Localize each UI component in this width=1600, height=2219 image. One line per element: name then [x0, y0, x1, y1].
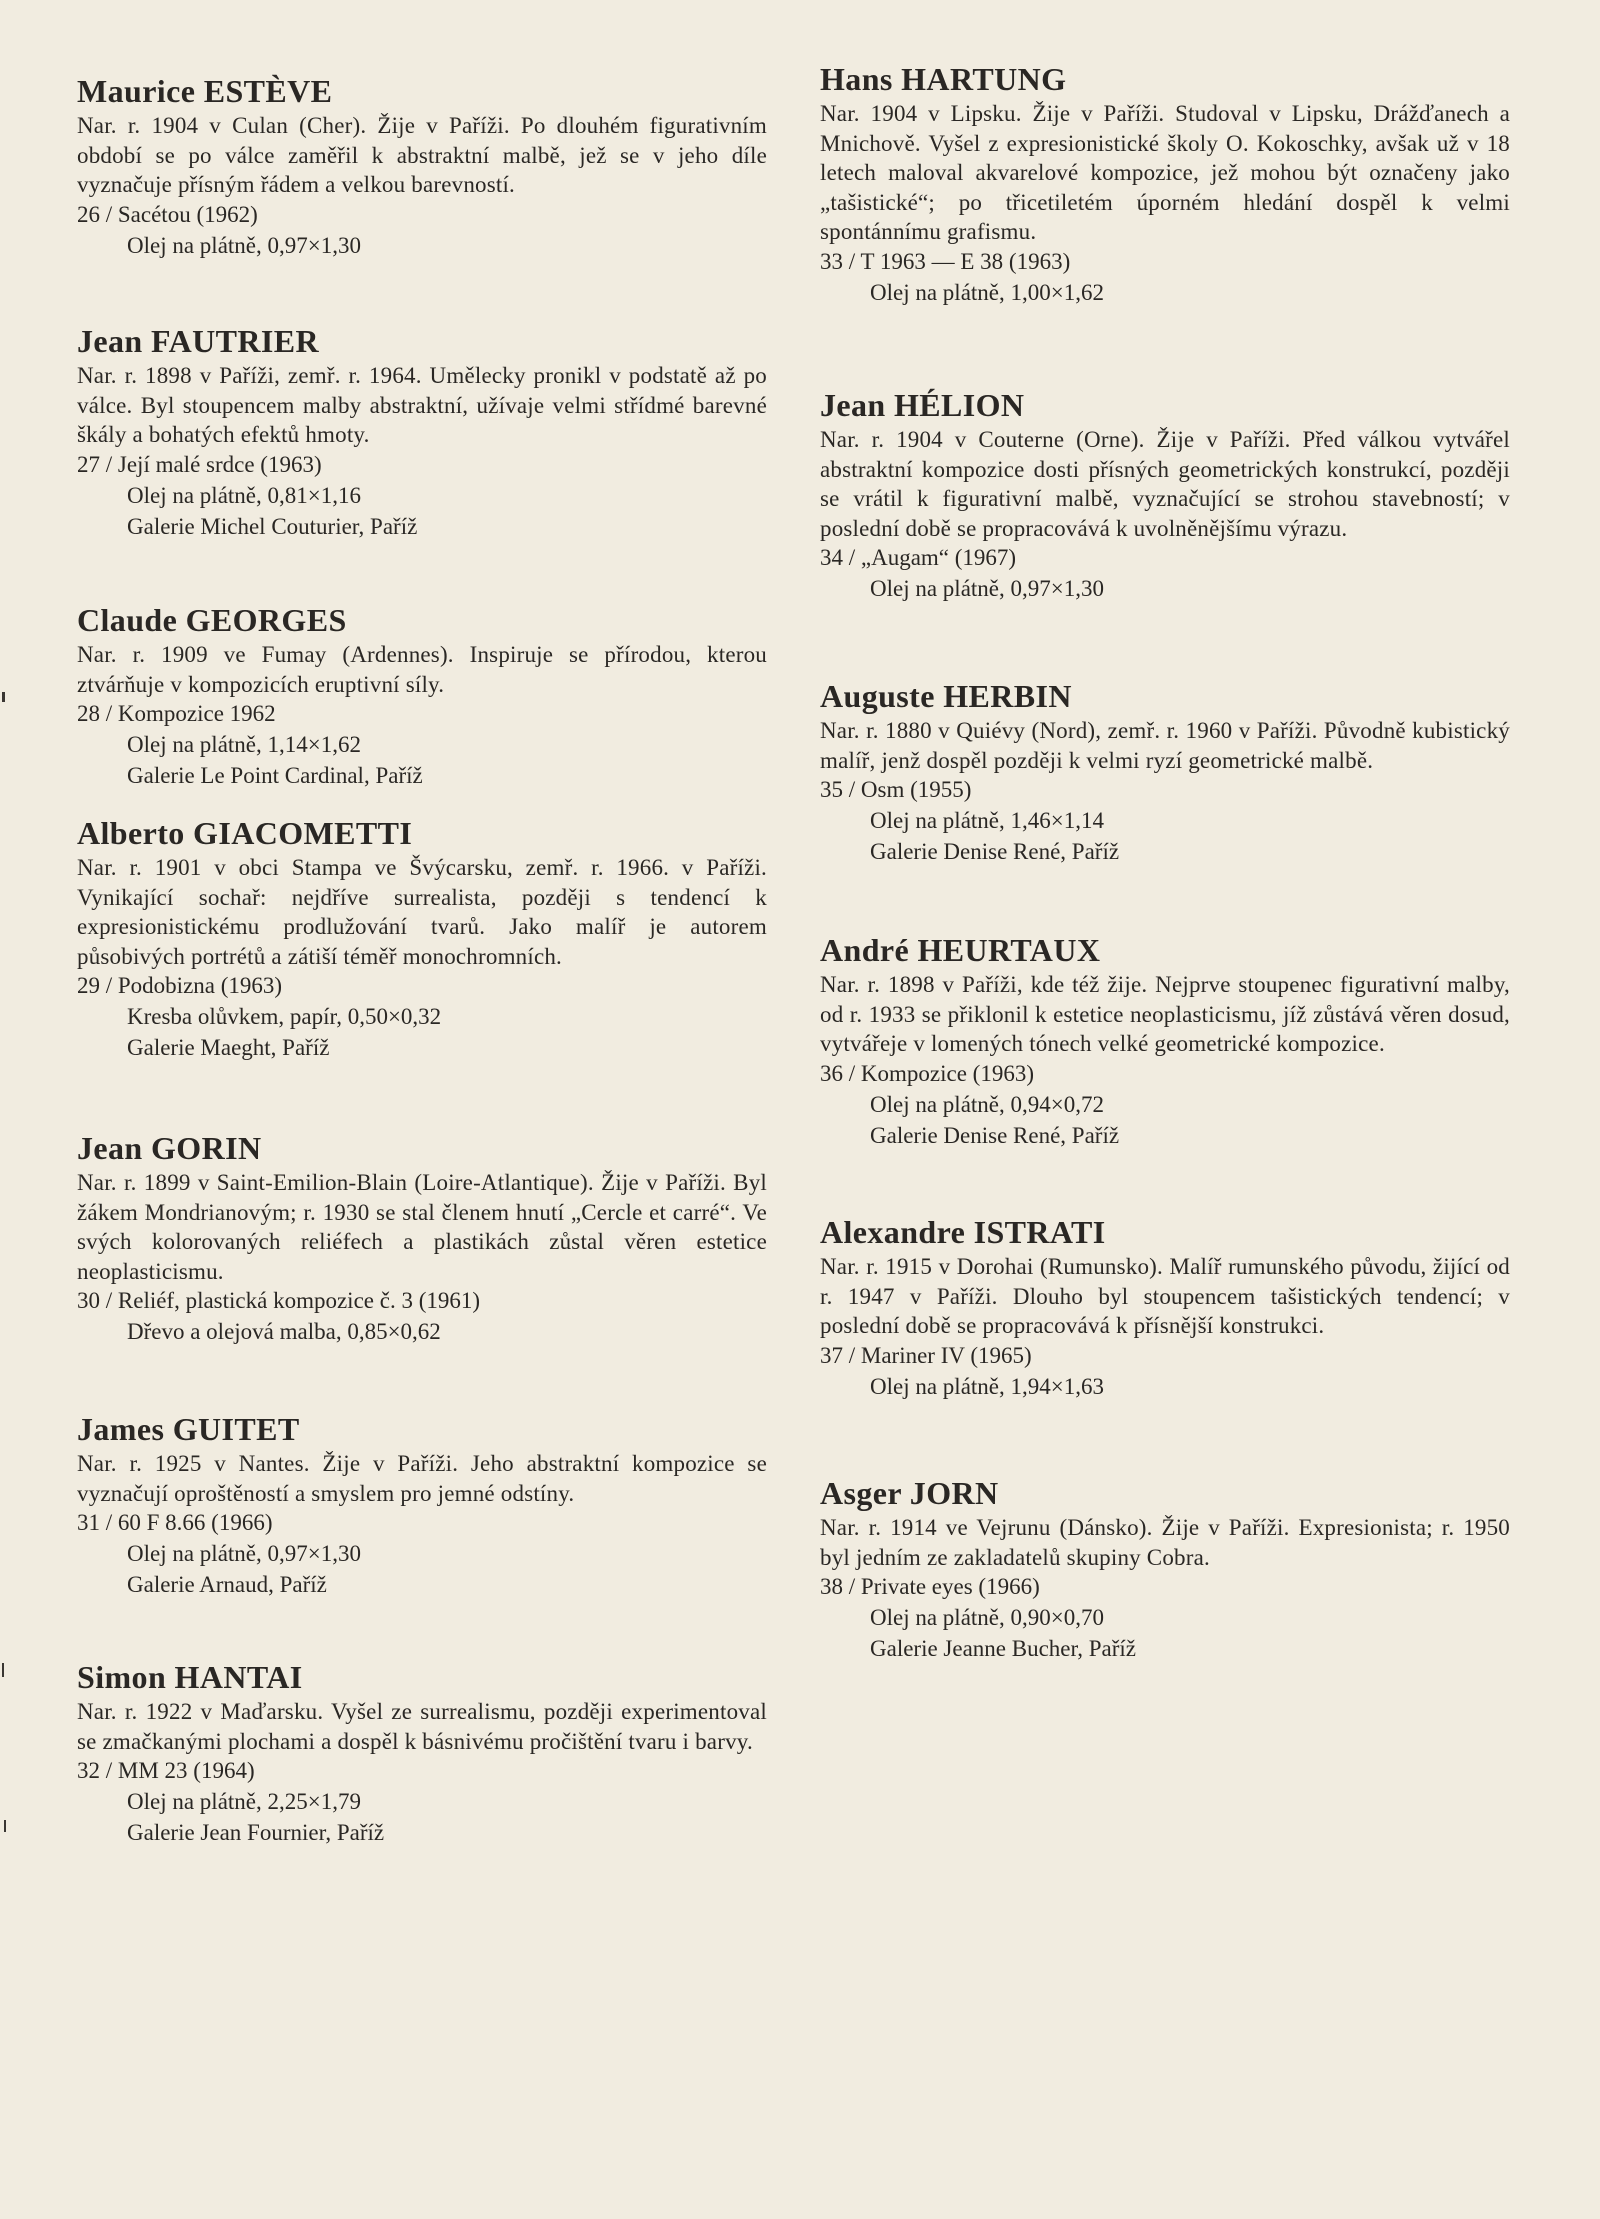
work-detail: Olej na plátně, 1,46×1,14 — [870, 808, 1104, 833]
artist-entry — [820, 388, 1510, 604]
work-title: 38 / Private eyes (1966) — [820, 1574, 1040, 1599]
work-title: 34 / „Augam“ (1967) — [820, 545, 1017, 570]
work-title: 37 / Mariner IV (1965) — [820, 1342, 1032, 1368]
artist-name: Alberto GIACOMETTI — [77, 815, 413, 851]
artist-entry — [820, 679, 1510, 867]
artist-entry — [77, 603, 767, 791]
work-title: 33 / T 1963 — E 38 (1963) — [820, 248, 1071, 274]
artist-entry — [77, 1412, 767, 1600]
work-gallery: Galerie Le Point Cardinal, Paříž — [127, 763, 423, 788]
work-title: 28 / Kompozice 1962 — [77, 701, 276, 726]
work-detail: Olej na plátně, 0,97×1,30 — [870, 576, 1104, 601]
artist-bio: Nar. r. 1880 v Quiévy (Nord), zemř. r. 1960 v Paříži. Původně kubistický malíř, jenž dospěl později k velmi ryzí geometrické malbě. — [820, 718, 1510, 773]
work-gallery: Galerie Denise René, Paříž — [870, 1122, 1120, 1148]
work-detail: Olej na plátně, 1,14×1,62 — [127, 732, 361, 757]
work-detail: Olej na plátně, 0,90×0,70 — [870, 1605, 1104, 1630]
artist-entry — [820, 1215, 1510, 1402]
work-detail: Olej na plátně, 0,97×1,30 — [127, 232, 361, 258]
work-detail: Dřevo a olejová malba, 0,85×0,62 — [127, 1319, 441, 1344]
work-detail: Olej na plátně, 1,94×1,63 — [870, 1373, 1104, 1399]
artist-bio: Nar. r. 1925 v Nantes. Žije v Paříži. Jeho abstraktní kompozice se vyznačují oproštěností a smyslem pro jemné odstíny. — [77, 1451, 767, 1506]
artist-name: Simon HANTAI — [77, 1659, 303, 1695]
artist-entry — [77, 1131, 767, 1347]
artist-name: Auguste HERBIN — [820, 678, 1072, 714]
work-gallery: Galerie Denise René, Paříž — [870, 839, 1120, 864]
artist-name: Jean HÉLION — [820, 387, 1025, 423]
artist-name: James GUITET — [77, 1411, 300, 1447]
work-detail: Olej na plátně, 0,94×0,72 — [870, 1091, 1104, 1117]
artist-bio: Nar. r. 1909 ve Fumay (Ardennes). Inspiruje se přírodou, kterou ztvárňuje v kompozicích eruptivní síly. — [77, 642, 767, 697]
artist-bio: Nar. r. 1899 v Saint-Emilion-Blain (Loire-Atlantique). Žije v Paříži. Byl žákem Mondrianovým; r. 1930 se stal členem hnutí „Cercle et carré“. Ve svých kolorovaných reliéfech a plastikách zůstal věren estetice neoplasticismu. — [77, 1170, 767, 1284]
work-title: 26 / Sacétou (1962) — [77, 201, 258, 227]
artist-bio: Nar. r. 1922 v Maďarsku. Vyšel ze surrealismu, později experimentoval se zmačkanými plochami a dospěl k básnivému pročištění tvaru i barvy. — [77, 1699, 767, 1754]
work-gallery: Galerie Arnaud, Paříž — [127, 1572, 327, 1597]
work-gallery: Galerie Jeanne Bucher, Paříž — [870, 1636, 1137, 1661]
work-gallery: Galerie Maeght, Paříž — [127, 1035, 330, 1060]
work-gallery: Galerie Michel Couturier, Paříž — [127, 513, 418, 539]
work-title: 27 / Její malé srdce (1963) — [77, 451, 322, 477]
artist-bio: Nar. r. 1915 v Dorohai (Rumunsko). Malíř rumunského původu, žijící od r. 1947 v Paříži. Dlouho byl stoupencem tašistických tendencí; v poslední době se propracovává k přísnější konstrukci. — [820, 1254, 1510, 1338]
artist-bio: Nar. r. 1904 v Culan (Cher). Žije v Paříži. Po dlouhém figurativním období se po válce zaměřil k abstraktní malbě, jež se v jeho díle vyznačuje přísným řádem a velkou barevností. — [77, 113, 767, 197]
artist-entry — [77, 1660, 767, 1848]
artist-bio: Nar. r. 1898 v Paříži, zemř. r. 1964. Umělecky pronikl v podstatě až po válce. Byl stoupencem malby abstraktní, užívaje velmi střídmé barevné škály a bohatých efektů hmoty. — [77, 363, 767, 447]
artist-bio: Nar. r. 1904 v Couterne (Orne). Žije v Paříži. Před válkou vytvářel abstraktní kompozice dosti přísných geometrických konstrukcí, později se vrátil k figurativní malbě, vyznačující se strohou stavebností; v poslední době se propracovává k uvolněnějšímu výrazu. — [820, 427, 1510, 541]
artist-entry — [820, 62, 1510, 308]
artist-name: Hans HARTUNG — [820, 61, 1067, 97]
artist-bio: Nar. r. 1901 v obci Stampa ve Švýcarsku, zemř. r. 1966. v Paříži. Vynikající sochař: nejdříve surrealista, později s tendencí k expresionistickému prodlužování tvarů. Jako malíř je autorem působivých portrétů a zátiší téměř monochromních. — [77, 855, 767, 969]
artist-name: Jean FAUTRIER — [77, 323, 319, 359]
artist-entry — [77, 816, 767, 1063]
work-gallery: Galerie Jean Fournier, Paříž — [127, 1820, 385, 1845]
work-detail: Kresba olůvkem, papír, 0,50×0,32 — [127, 1004, 442, 1029]
work-title: 32 / MM 23 (1964) — [77, 1758, 255, 1783]
artist-name: Maurice ESTÈVE — [77, 73, 333, 109]
work-detail: Olej na plátně, 0,97×1,30 — [127, 1541, 361, 1566]
margin-mark — [2, 692, 5, 702]
artist-name: Claude GEORGES — [77, 602, 347, 638]
artist-name: André HEURTAUX — [820, 932, 1101, 968]
artist-entry — [820, 1476, 1510, 1664]
work-detail: Olej na plátně, 0,81×1,16 — [127, 482, 361, 508]
artist-entry — [820, 933, 1510, 1151]
artist-entry — [77, 324, 767, 542]
work-title: 35 / Osm (1955) — [820, 777, 972, 802]
work-detail: Olej na plátně, 1,00×1,62 — [870, 279, 1104, 305]
artist-name: Asger JORN — [820, 1475, 999, 1511]
margin-mark — [2, 1663, 4, 1677]
artist-name: Alexandre ISTRATI — [820, 1214, 1106, 1250]
margin-mark — [4, 1820, 6, 1832]
work-title: 30 / Reliéf, plastická kompozice č. 3 (1961) — [77, 1288, 481, 1313]
artist-bio: Nar. r. 1914 ve Vejrunu (Dánsko). Žije v Paříži. Expresionista; r. 1950 byl jedním ze zakladatelů skupiny Cobra. — [820, 1515, 1510, 1570]
work-title: 36 / Kompozice (1963) — [820, 1060, 1034, 1086]
artist-bio: Nar. r. 1898 v Paříži, kde též žije. Nejprve stoupenec figurativní malby, od r. 1933 se přiklonil k estetice neoplasticismu, jíž zůstává věren dosud, vytvářeje v lomených tónech velké geometrické kompozice. — [820, 972, 1510, 1056]
artist-name: Jean GORIN — [77, 1130, 262, 1166]
work-title: 29 / Podobizna (1963) — [77, 973, 283, 998]
work-title: 31 / 60 F 8.66 (1966) — [77, 1510, 273, 1535]
artist-bio: Nar. 1904 v Lipsku. Žije v Paříži. Studoval v Lipsku, Drážďanech a Mnichově. Vyšel z expresionistické školy O. Kokoschky, avšak už v 18 letech maloval akvarelové kompozice, jež mohou být označeny jako „tašistické“; po třicetiletém úporném hledání dospěl k velmi spontánnímu grafismu. — [820, 101, 1510, 244]
work-detail: Olej na plátně, 2,25×1,79 — [127, 1789, 361, 1814]
artist-entry — [77, 74, 767, 261]
